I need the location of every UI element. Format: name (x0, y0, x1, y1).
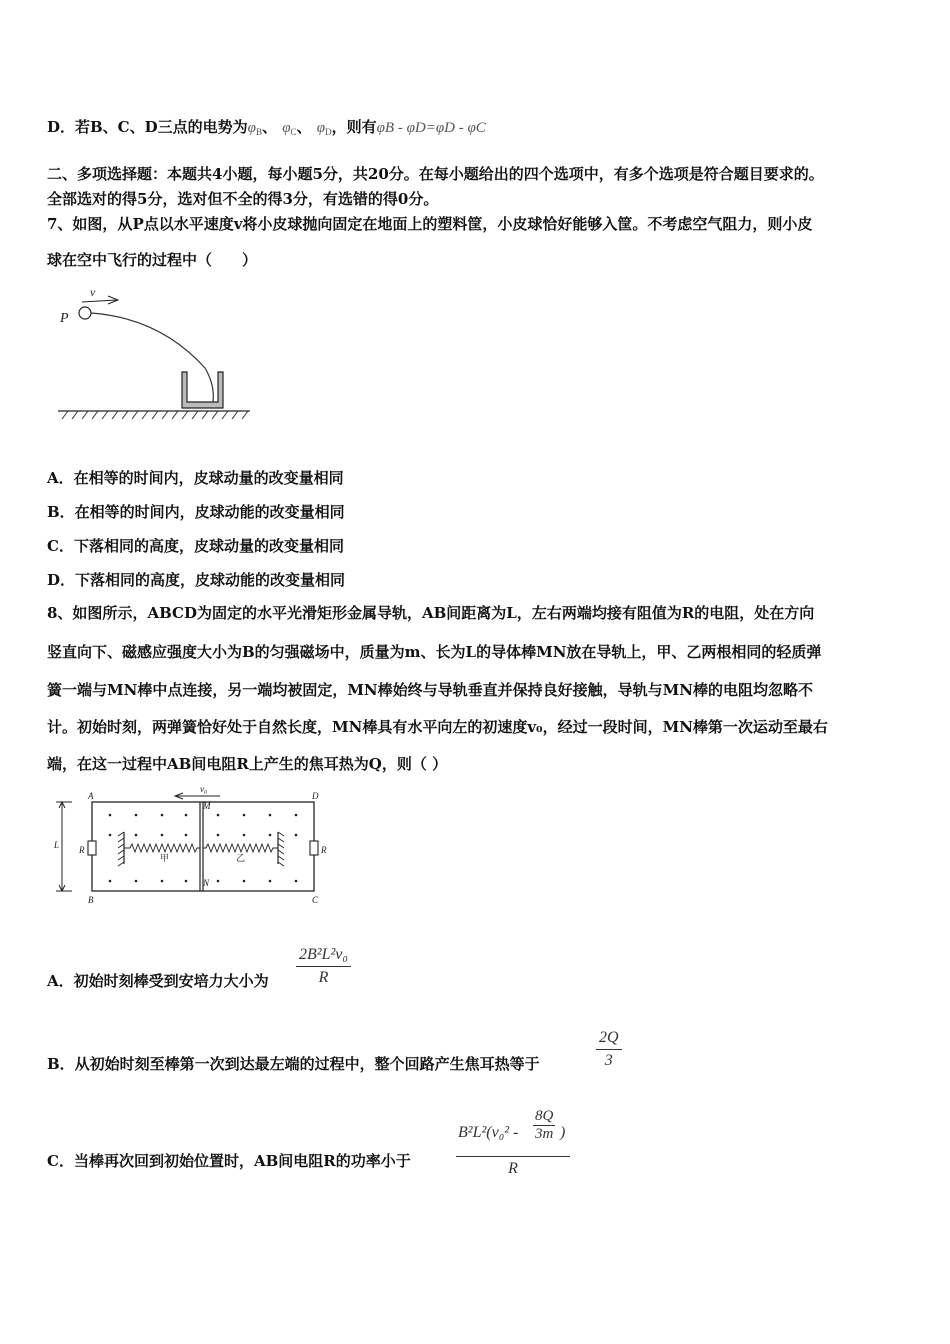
phi-c: $\varphi_C$ (282, 120, 297, 137)
section-header-line2: 全部选对的得5分，选对但不全的得3分，有选错的得0分。 (47, 190, 439, 208)
q8-option-a-fraction (296, 946, 351, 987)
wall-right-hatch (278, 832, 284, 866)
q8-option-b-numerator: 2Q (596, 1029, 622, 1050)
q7-stem-line2: 球在空中飞行的过程中（ ） (47, 251, 258, 269)
q8-option-c-numerator (456, 1108, 570, 1157)
label-d: D (312, 791, 319, 801)
q6-then-text: ，则有 (331, 118, 377, 136)
q8-stem-line3: 簧一端与MN棒中点连接，另一端均被固定，MN棒始终与导轨垂直并保持良好接触，导轨与MN棒的电阻均忽略不 (47, 681, 813, 699)
q8-option-c-num-left: B²L²(v₀² - (458, 1124, 519, 1141)
resistor-right (310, 841, 318, 855)
q8-option-b-fraction (596, 1029, 622, 1070)
phi-d: $\varphi_D$ (316, 120, 332, 137)
q7-projectile-figure (50, 280, 260, 430)
q6-expression: φB - φD=φD - φC (376, 120, 486, 136)
q8-option-b-denominator: 3 (604, 1052, 613, 1069)
q8-option-c-text: C．当棒再次回到初始位置时，AB间电阻R的功率小于 (47, 1152, 411, 1170)
point-p-label: P (60, 311, 69, 326)
separator: 、 (261, 118, 277, 136)
q8-stem-line1: 8、如图所示，ABCD为固定的水平光滑矩形金属导轨，AB间距离为L，左右两端均接有阻值为R的电阻，处在方向 (47, 604, 815, 622)
q8-stem-line2: 竖直向下、磁感应强度大小为B的匀强磁场中，质量为m、长为L的导体棒MN放在导轨上，甲、乙两根相同的轻质弹 (47, 643, 822, 661)
spring-left (124, 844, 200, 852)
resistor-left (88, 841, 96, 855)
spring-right (203, 844, 278, 852)
trajectory-curve (91, 313, 213, 402)
q8-option-a-text: A．初始时刻棒受到安培力大小为 (47, 972, 269, 990)
q8-option-c-fraction (456, 1108, 570, 1178)
q7-option-c: C．下落相同的高度，皮球动量的改变量相同 (47, 537, 344, 555)
label-c: C (312, 895, 319, 905)
q7-option-a: A．在相等的时间内，皮球动量的改变量相同 (47, 469, 344, 487)
velocity-arrow (82, 300, 116, 302)
q8-option-c-denominator: R (508, 1160, 518, 1177)
ground-hatch (62, 411, 248, 419)
wall-left-hatch (118, 832, 124, 866)
q8-stem-line4: 计。初始时刻，两弹簧恰好处于自然长度，MN棒具有水平向左的初速度v₀，经过一段时间，MN棒第一次运动至最右 (47, 718, 828, 736)
section-header-line1: 二、多项选择题：本题共4小题，每小题5分，共20分。在每小题给出的四个选项中，有多个选项是符合题目要求的。 (47, 165, 824, 183)
label-r-right: R (321, 845, 327, 855)
label-spring-left: 甲 (160, 853, 170, 863)
q7-option-d: D．下落相同的高度，皮球动能的改变量相同 (47, 571, 346, 589)
q8-option-c-inner-fraction (533, 1108, 555, 1143)
label-v0: v₀ (200, 785, 208, 794)
q7-option-b: B．在相等的时间内，皮球动能的改变量相同 (47, 503, 345, 521)
label-m: M (203, 801, 211, 811)
q8-option-c-inner-den: 3m (535, 1126, 554, 1142)
label-l: L (54, 840, 60, 850)
q8-option-c-inner-num: 8Q (535, 1108, 554, 1124)
phi-b: $\varphi_B$ (247, 120, 262, 137)
q8-rail-figure (50, 785, 340, 910)
basket (182, 372, 223, 408)
label-n: N (203, 878, 210, 888)
label-a: A (88, 791, 94, 801)
label-spring-right: 乙 (236, 853, 246, 863)
velocity-label: v (90, 285, 96, 299)
q8-option-c-num-right: ) (560, 1124, 566, 1141)
q7-stem-line1: 7、如图，从P点以水平速度v将小皮球抛向固定在地面上的塑料筐，小皮球恰好能够入筐。不考虑空气阻力，则小皮 (47, 215, 813, 233)
label-r-left: R (79, 845, 85, 855)
separator: 、 (296, 118, 312, 136)
q6-option-d (47, 116, 486, 137)
label-b: B (88, 895, 94, 905)
ball (79, 307, 91, 319)
q8-option-a-denominator: R (318, 969, 329, 986)
q8-stem-line5: 端，在这一过程中AB间电阻R上产生的焦耳热为Q，则（ ） (47, 755, 448, 773)
q8-option-b-text: B．从初始时刻至棒第一次到达最左端的过程中，整个回路产生焦耳热等于 (47, 1055, 540, 1073)
q8-option-a-numerator: 2B²L²v₀ (296, 946, 351, 967)
q6-option-d-text: D．若B、C、D三点的电势为 (47, 118, 248, 136)
